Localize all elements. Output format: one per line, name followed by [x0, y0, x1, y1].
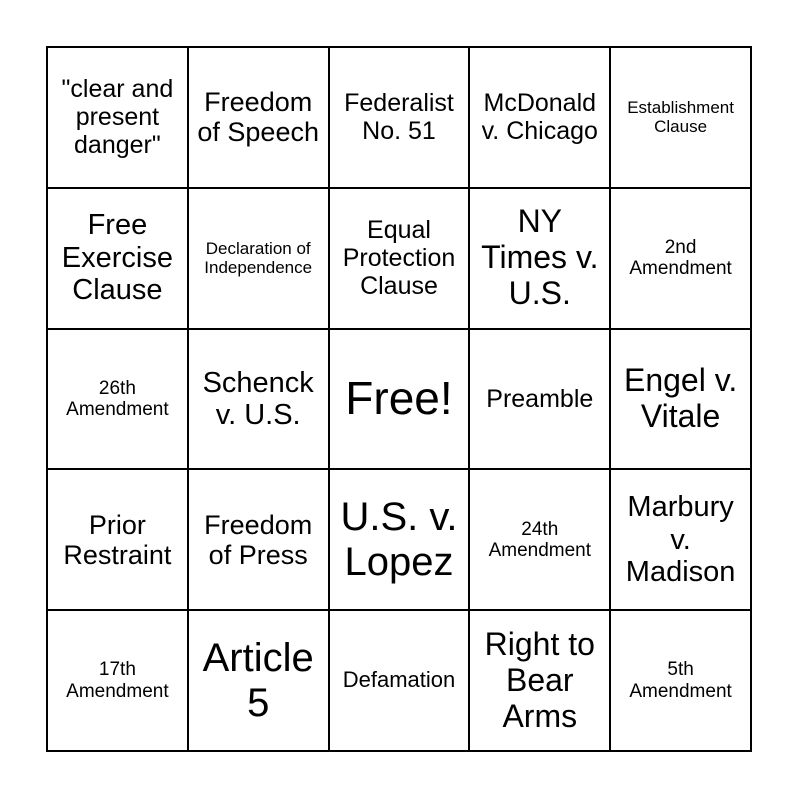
- bingo-cell[interactable]: [469, 47, 610, 188]
- bingo-cell[interactable]: [47, 329, 188, 470]
- bingo-cell[interactable]: [47, 610, 188, 751]
- bingo-cell[interactable]: [469, 188, 610, 329]
- bingo-cell[interactable]: [610, 469, 751, 610]
- cell-label: Free Exercise Clause: [61, 209, 173, 307]
- bingo-cell[interactable]: [47, 469, 188, 610]
- cell-label: 5th Amendment: [629, 659, 732, 702]
- cell-label: 24th Amendment: [488, 518, 592, 561]
- cell-label: Preamble: [486, 384, 594, 413]
- cell-label: McDonald v. Chicago: [481, 89, 598, 146]
- cell-label: NY Times v. U.S.: [481, 203, 599, 312]
- bingo-cell[interactable]: [188, 188, 329, 329]
- cell-label: 17th Amendment: [66, 659, 169, 702]
- cell-label: Defamation: [342, 667, 456, 693]
- cell-label: Freedom of Press: [204, 509, 313, 570]
- bingo-cell[interactable]: [610, 47, 751, 188]
- cell-label: Freedom of Speech: [197, 87, 319, 148]
- cell-label: Equal Protection Clause: [342, 216, 456, 301]
- cell-label: Schenck v. U.S.: [202, 366, 314, 431]
- bingo-cell[interactable]: [610, 188, 751, 329]
- bingo-board: [46, 46, 752, 752]
- bingo-cell[interactable]: [188, 329, 329, 470]
- cell-label: Article 5: [202, 635, 314, 725]
- free-space-label: Free!: [345, 372, 453, 425]
- cell-label: Prior Restraint: [63, 509, 172, 570]
- bingo-cell[interactable]: [329, 188, 470, 329]
- bingo-cell[interactable]: [469, 610, 610, 751]
- cell-label: Establishment Clause: [627, 98, 734, 137]
- cell-label: "clear and present danger": [61, 75, 174, 160]
- bingo-cell[interactable]: [47, 47, 188, 188]
- cell-label: Marbury v. Madison: [625, 491, 736, 589]
- cell-label: 26th Amendment: [66, 377, 169, 420]
- bingo-cell[interactable]: [610, 610, 751, 751]
- free-space[interactable]: [329, 329, 470, 470]
- cell-label: Federalist No. 51: [344, 89, 454, 146]
- bingo-cell[interactable]: [610, 329, 751, 470]
- cell-label: U.S. v. Lopez: [340, 494, 458, 584]
- cell-label: Right to Bear Arms: [484, 625, 595, 734]
- cell-label: 2nd Amendment: [629, 236, 732, 280]
- bingo-cell[interactable]: [469, 469, 610, 610]
- bingo-cell[interactable]: [469, 329, 610, 470]
- bingo-cell[interactable]: [188, 610, 329, 751]
- bingo-cell[interactable]: [329, 47, 470, 188]
- bingo-cell[interactable]: [329, 610, 470, 751]
- bingo-cell[interactable]: [47, 188, 188, 329]
- cell-label: Engel v. Vitale: [623, 362, 738, 434]
- bingo-cell[interactable]: [329, 469, 470, 610]
- bingo-cell[interactable]: [188, 469, 329, 610]
- bingo-cell[interactable]: [188, 47, 329, 188]
- cell-label: Declaration of Independence: [204, 239, 313, 278]
